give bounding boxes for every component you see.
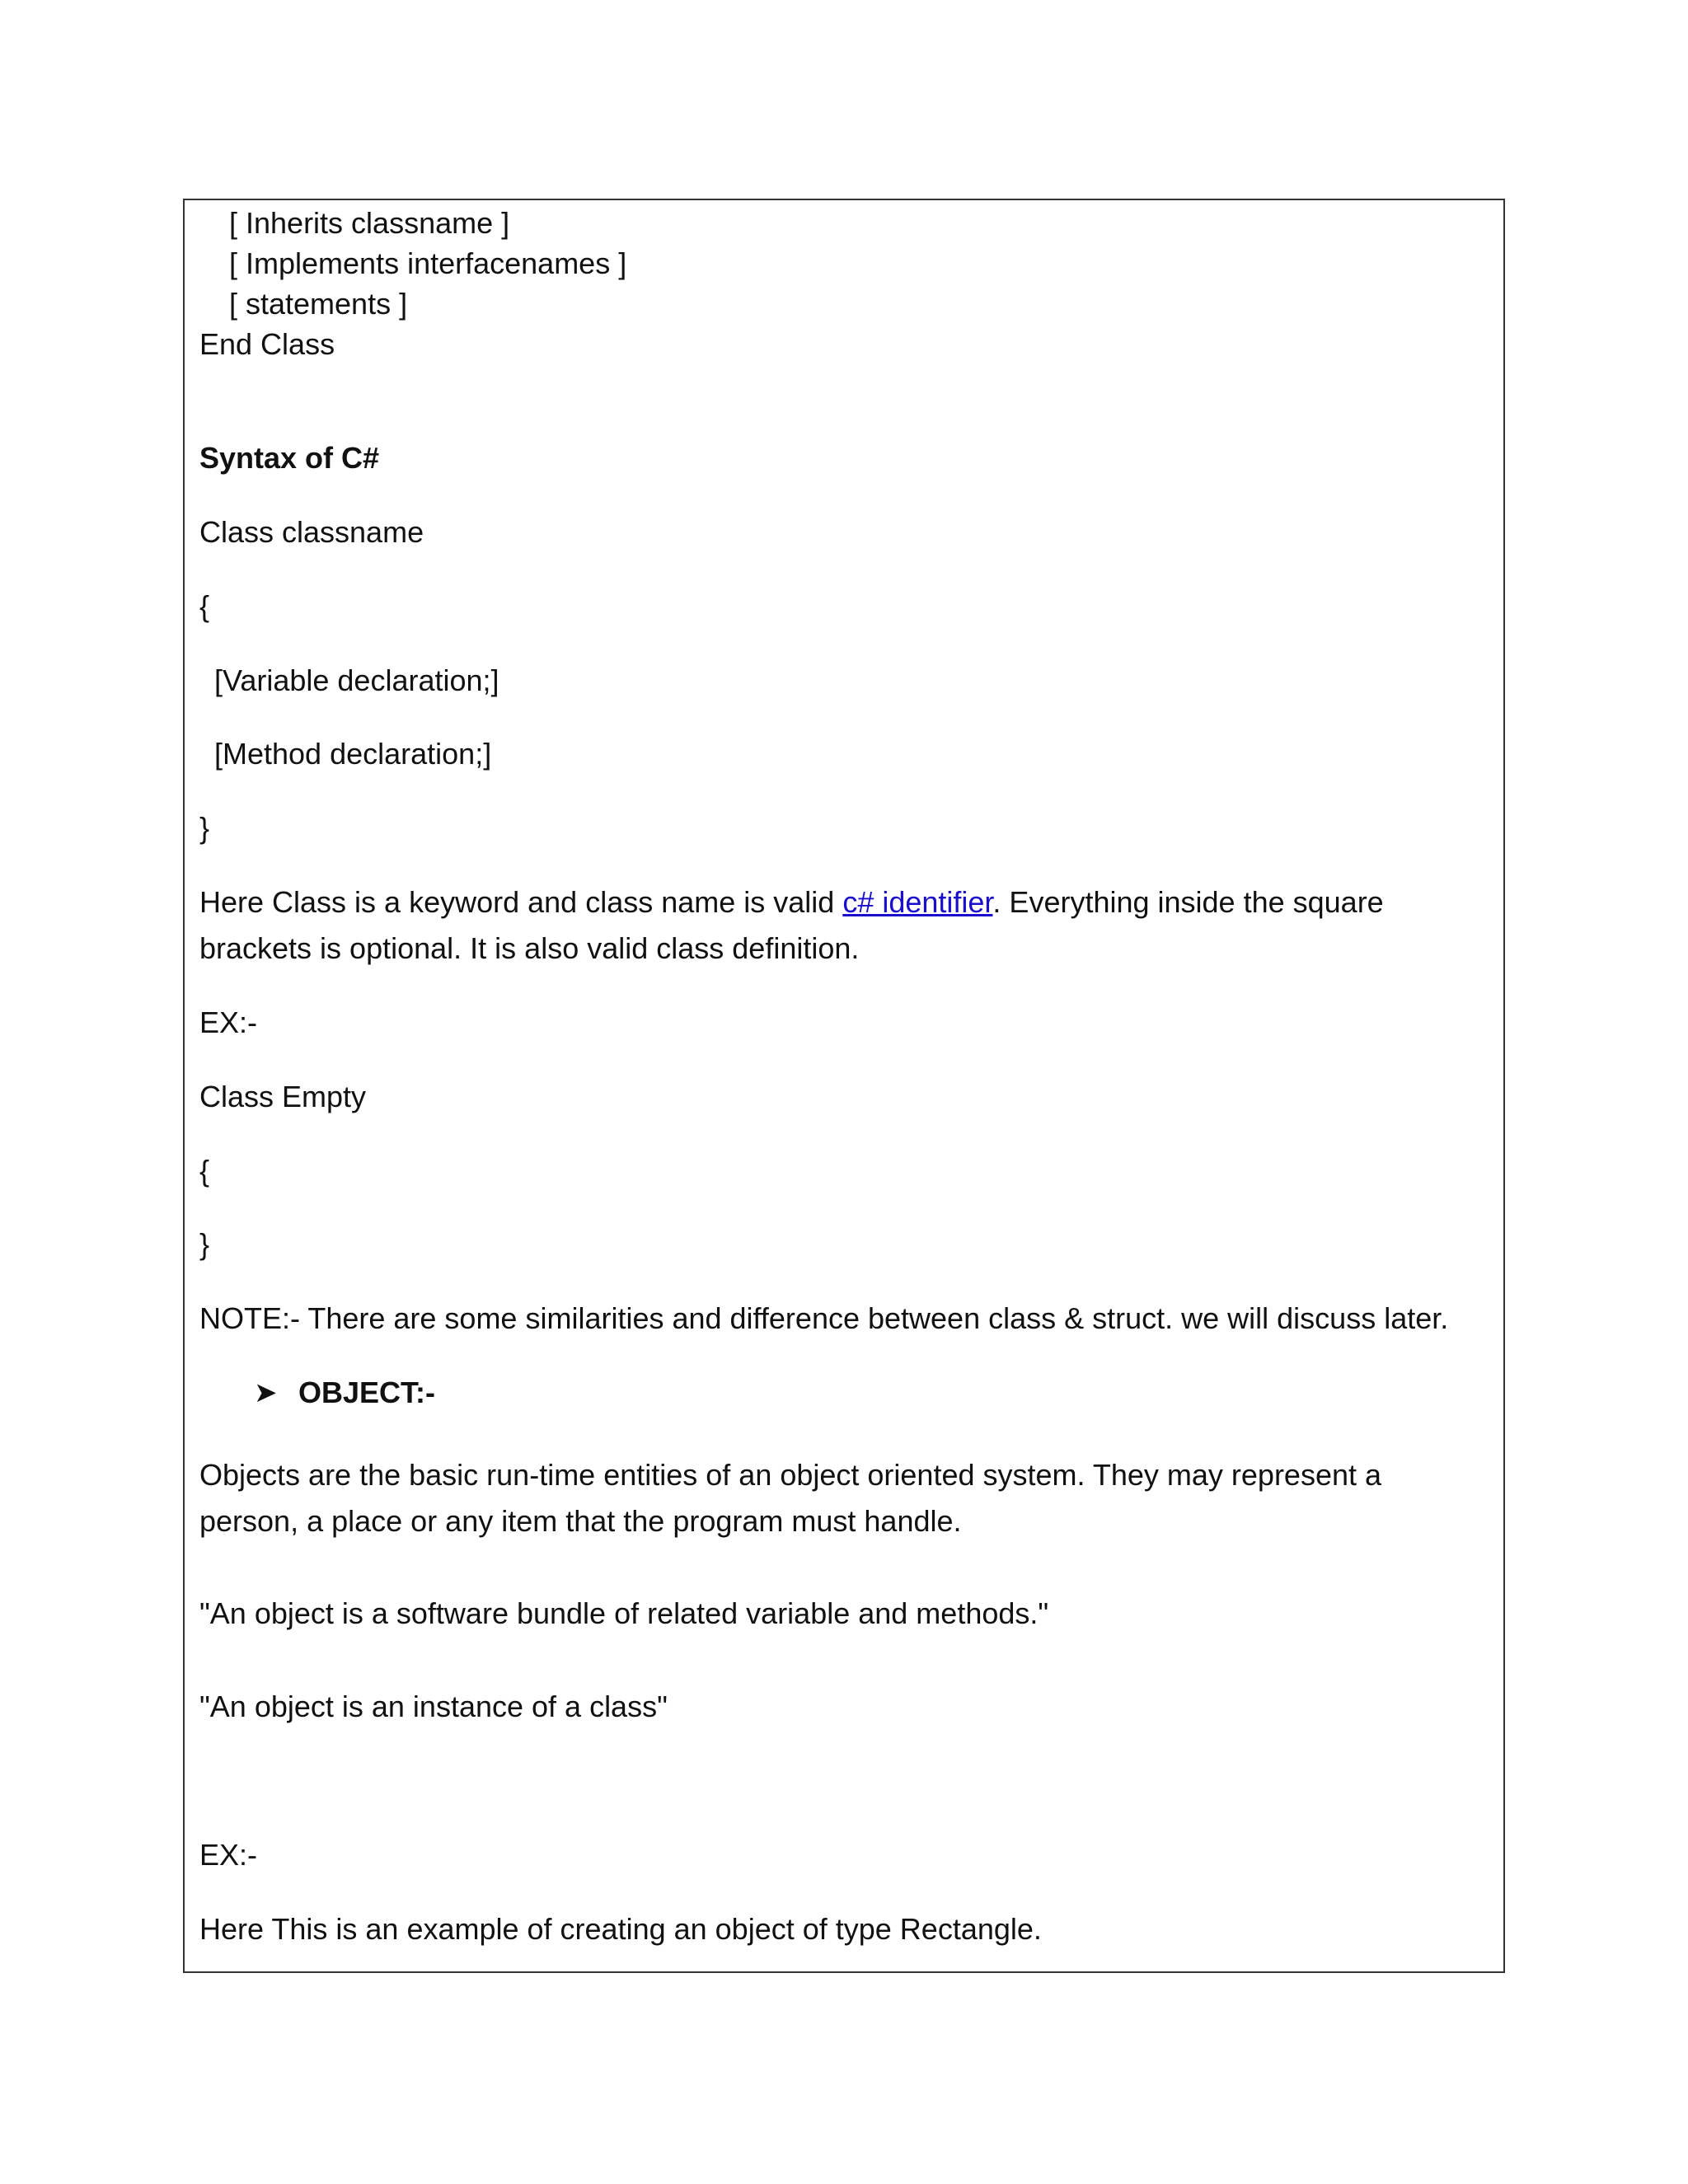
- example1-class-line: Class Empty: [199, 1080, 367, 1113]
- content-box: [183, 199, 1505, 1973]
- cs-close-brace: }: [199, 811, 210, 845]
- object-section-title: OBJECT:-: [298, 1376, 436, 1409]
- object-desc-line-2: person, a place or any item that the program must handle.: [199, 1504, 962, 1538]
- object-example-text: Here This is an example of creating an object of type Rectangle.: [199, 1912, 1042, 1946]
- explanation-text-end: . Everything inside the square: [992, 885, 1384, 919]
- cs-class-line: Class classname: [199, 515, 424, 549]
- cs-open-brace: {: [199, 589, 210, 623]
- example1-close-brace: }: [199, 1227, 210, 1261]
- example1-label: EX:-: [199, 1005, 258, 1039]
- object-quote-1: "An object is a software bundle of related variable and methods.": [199, 1596, 1049, 1630]
- implements-line: [ Implements interfacenames ]: [229, 246, 627, 280]
- explanation-line-2: brackets is optional. It is also valid class definition.: [199, 931, 860, 965]
- cs-variable-decl: [Variable declaration;]: [214, 663, 499, 697]
- arrow-bullet-icon: ➤: [254, 1377, 278, 1408]
- object-quote-2: "An object is an instance of a class": [199, 1690, 668, 1723]
- object-desc-line-1: Objects are the basic run-time entities of an object oriented system. They may represent a: [199, 1458, 1382, 1492]
- end-class-line: End Class: [199, 327, 335, 361]
- object-example-label: EX:-: [199, 1838, 258, 1872]
- note-line: NOTE:- There are some similarities and difference between class & struct. we will discuss later.: [199, 1301, 1449, 1335]
- example1-open-brace: {: [199, 1154, 210, 1188]
- statements-line: [ statements ]: [229, 287, 408, 321]
- cs-method-decl: [Method declaration;]: [214, 737, 492, 771]
- explanation-text-start: Here Class is a keyword and class name is valid: [199, 885, 843, 919]
- csharp-identifier-link[interactable]: c# identifier: [842, 885, 993, 919]
- inherits-line: [ Inherits classname ]: [229, 206, 510, 240]
- explanation-line-1: [199, 879, 1384, 926]
- cs-syntax-heading: Syntax of C#: [199, 441, 380, 475]
